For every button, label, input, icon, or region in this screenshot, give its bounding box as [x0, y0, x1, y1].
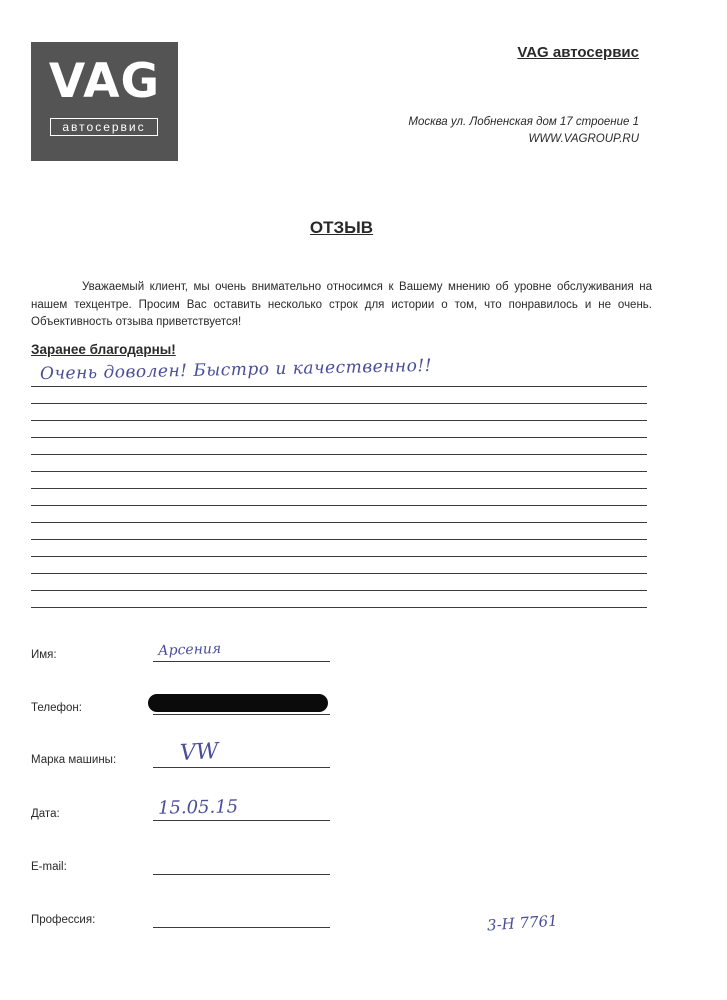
review-line [31, 573, 647, 574]
review-line [31, 607, 647, 608]
date-handwriting: 15.05.15 [157, 796, 239, 819]
review-line [31, 556, 647, 557]
name-label: Имя: [31, 649, 57, 661]
thanks-heading: Заранее благодарны! [31, 342, 176, 357]
review-line [31, 454, 647, 455]
company-website: WWW.VAGROUP.RU [528, 133, 639, 145]
review-line [31, 488, 647, 489]
phone-redaction [148, 694, 328, 712]
intro-paragraph: Уважаемый клиент, мы очень внимательно относимся к Вашему мнению об уровне обслуживания на нашем техцентре. Просим Вас оставить несколько строк для истории о том, что понравилось и не очень. Объективность отзыва приветствуется! [31, 281, 652, 328]
review-line [31, 522, 647, 523]
car-label: Марка машины: [31, 754, 117, 766]
review-line [31, 386, 647, 387]
date-label: Дата: [31, 808, 60, 820]
name-handwriting: Арсения [157, 640, 222, 660]
company-address: Москва ул. Лобненская дом 17 строение 1 [408, 116, 639, 128]
logo-text: VAG [48, 54, 161, 109]
review-line [31, 420, 647, 421]
review-lines [31, 368, 647, 613]
page-title: ОТЗЫВ [309, 218, 374, 237]
phone-line [153, 714, 330, 715]
registration-number: 3-Н 7761 [486, 911, 559, 935]
name-line [153, 661, 330, 662]
review-line [31, 505, 647, 506]
review-line [31, 471, 647, 472]
company-contacts [408, 114, 639, 148]
review-line [31, 539, 647, 540]
profession-label: Профессия: [31, 914, 96, 926]
review-line [31, 437, 647, 438]
company-name: VAG автосервис [517, 44, 639, 61]
date-line [153, 820, 330, 821]
email-line [153, 874, 330, 875]
email-label: E-mail: [31, 861, 67, 873]
review-handwriting: Очень доволен! Быстро и качественно!! [39, 355, 433, 385]
car-handwriting: VW [179, 739, 220, 766]
phone-label: Телефон: [31, 702, 82, 714]
logo-subtext: автосервис [50, 118, 158, 136]
review-line [31, 590, 647, 591]
profession-line [153, 927, 330, 928]
vag-logo [31, 42, 178, 161]
car-line [153, 767, 330, 768]
review-line [31, 403, 647, 404]
